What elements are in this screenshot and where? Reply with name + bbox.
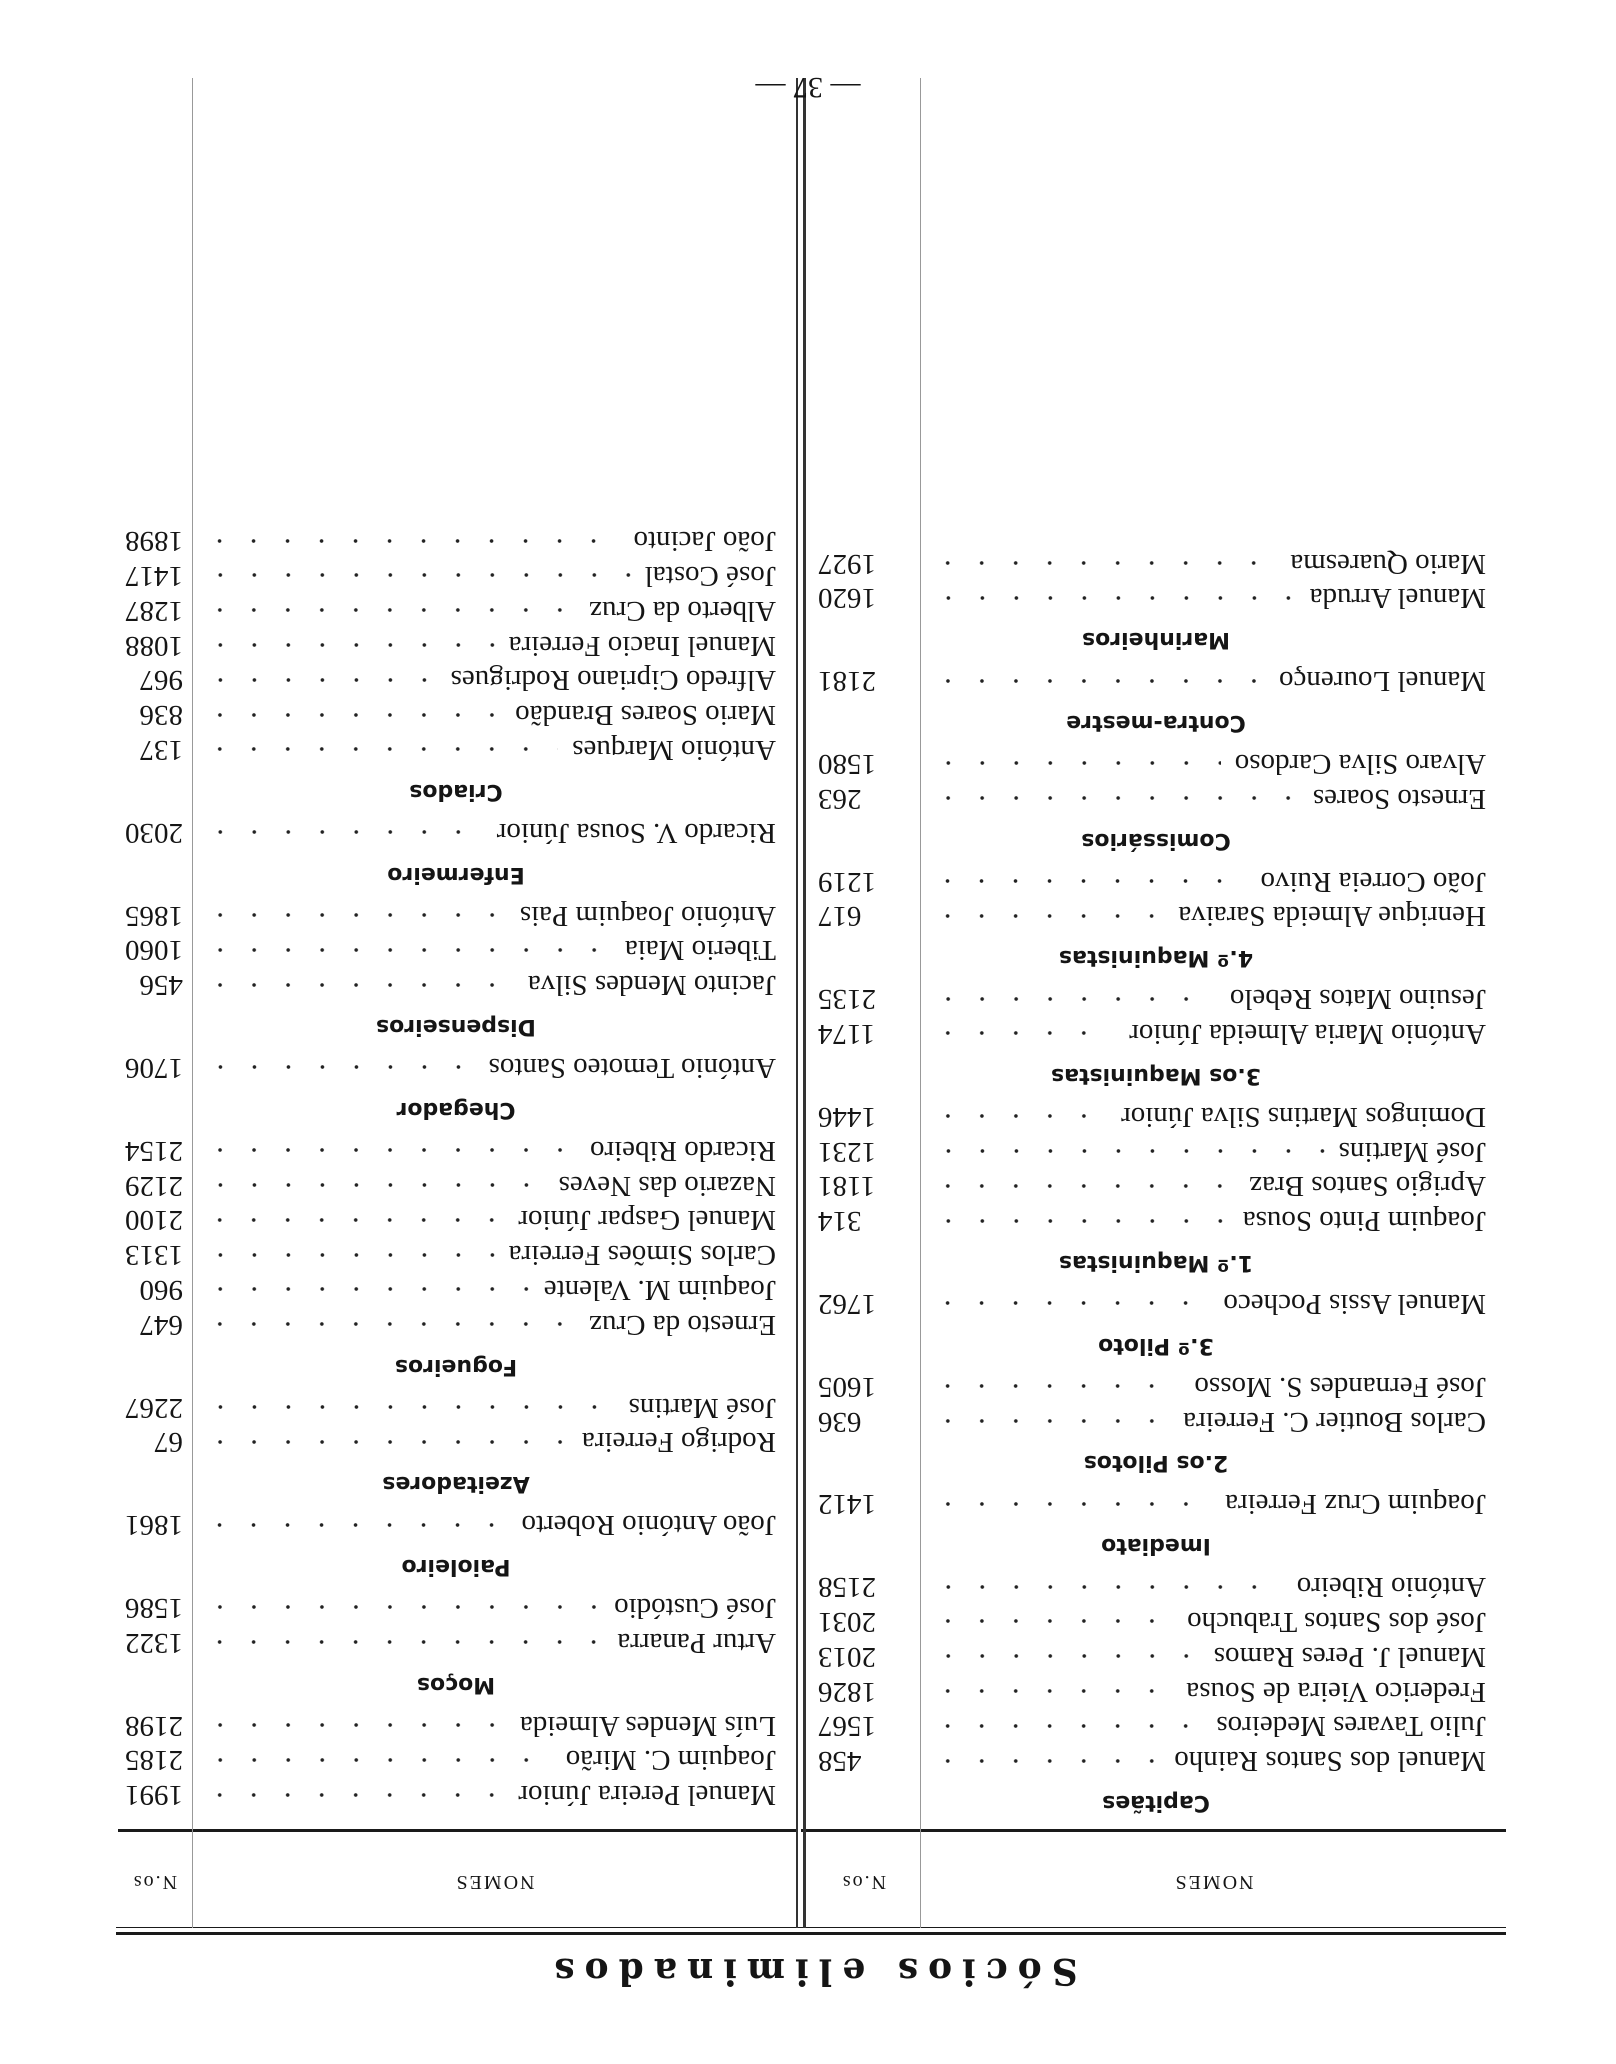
left-column-body — [806, 546, 1506, 1826]
dot-leader — [203, 1604, 600, 1610]
member-row — [116, 1202, 796, 1237]
member-row — [806, 1639, 1506, 1674]
member-number: 2100 — [125, 1204, 183, 1237]
section-spacer — [116, 1812, 796, 1826]
section-heading: Azeitadores — [382, 1471, 530, 1497]
member-number: 836 — [139, 699, 183, 732]
left-column — [806, 546, 1506, 1929]
member-name-cell — [921, 865, 1506, 898]
member-name-cell — [921, 747, 1506, 780]
member-row — [116, 1742, 796, 1777]
right-column — [116, 523, 796, 1929]
section-heading: Imediato — [1101, 1533, 1211, 1559]
dot-leader — [931, 560, 1276, 566]
member-number: 1861 — [125, 1509, 183, 1542]
member-number: 2129 — [125, 1169, 183, 1202]
member-name-cell — [921, 1287, 1506, 1320]
member-number: 2185 — [125, 1744, 183, 1777]
dot-leader — [931, 1418, 1169, 1424]
dot-leader — [931, 1113, 1107, 1119]
member-number: 1605 — [818, 1370, 876, 1403]
top-rule — [116, 1932, 1506, 1935]
member-row — [806, 981, 1506, 1016]
member-name: Ricardo V. Sousa Júnior — [496, 816, 776, 849]
member-name: José Martins — [628, 1391, 776, 1424]
dot-leader — [931, 1688, 1172, 1694]
member-name-cell — [193, 1425, 796, 1458]
section-heading: Enfermeiro — [387, 861, 525, 887]
member-name: José dos Santos Trabucho — [1187, 1605, 1486, 1638]
member-name: Carlos Simões Ferreira — [508, 1239, 776, 1272]
member-name: Manuel J. Peres Ramos — [1213, 1640, 1486, 1673]
dot-leader — [931, 878, 1246, 884]
member-row — [806, 1743, 1506, 1778]
member-row — [806, 1099, 1506, 1134]
member-row — [806, 1674, 1506, 1709]
member-row — [116, 1424, 796, 1459]
section-heading: 3.os Maquinistas — [1051, 1062, 1261, 1088]
dot-leader — [203, 912, 506, 918]
member-name-cell — [193, 1203, 796, 1236]
member-row — [116, 1625, 796, 1660]
section-heading: Criados — [409, 778, 503, 804]
member-name-cell — [193, 1134, 796, 1167]
member-number: 2198 — [125, 1709, 183, 1742]
member-number: 2158 — [818, 1571, 876, 1604]
member-name-cell — [193, 594, 796, 627]
member-name: José Custódio — [614, 1591, 776, 1624]
member-name-cell — [193, 1591, 796, 1624]
member-name: José Costal — [644, 559, 776, 592]
member-number: 1865 — [125, 899, 183, 932]
member-row — [806, 1286, 1506, 1321]
member-name: Henrique Almeida Saraiva — [1178, 900, 1486, 933]
member-number: 1826 — [818, 1675, 876, 1708]
column-divider-2 — [796, 78, 798, 1928]
dot-leader — [203, 677, 437, 683]
member-name: Nazario das Neves — [558, 1169, 776, 1202]
member-name-cell — [921, 664, 1506, 697]
names-header: NOMES — [1173, 1871, 1254, 1893]
member-name: Manuel Gaspar Júnior — [518, 1204, 776, 1237]
member-number: 647 — [139, 1308, 183, 1341]
section-heading: 2.os Pilotos — [1083, 1450, 1229, 1476]
dot-leader — [931, 913, 1164, 919]
page-title: Sócios eliminados — [544, 1950, 1078, 1992]
member-name-cell — [193, 1273, 796, 1306]
member-number: 67 — [154, 1426, 183, 1459]
dot-leader — [203, 572, 631, 578]
member-name-cell — [193, 663, 796, 696]
member-name-cell — [193, 1169, 796, 1202]
member-row — [806, 1708, 1506, 1743]
member-number: 458 — [818, 1745, 862, 1778]
dot-leader — [931, 1501, 1211, 1507]
member-name-cell — [193, 524, 796, 557]
dot-leader — [931, 1148, 1325, 1154]
member-number: 2154 — [125, 1134, 183, 1167]
member-row — [116, 523, 796, 558]
member-row — [116, 1507, 796, 1542]
member-name: Mario Soares Brandão — [515, 699, 776, 732]
member-number: 1060 — [125, 934, 183, 967]
member-name-cell — [193, 1709, 796, 1742]
member-number: 1088 — [125, 629, 183, 662]
member-number: 2013 — [818, 1640, 876, 1673]
member-name: Manuel Assis Pocheco — [1223, 1287, 1486, 1320]
dot-leader — [203, 1252, 495, 1258]
member-row — [116, 1307, 796, 1342]
names-header: NOMES — [454, 1871, 535, 1893]
numbers-header: N.os — [840, 1871, 887, 1893]
member-name: Ernesto Soares — [1312, 782, 1486, 815]
member-name: Joaquim C. Mirão — [565, 1744, 776, 1777]
member-number: 636 — [818, 1405, 862, 1438]
member-name: Artur Panarra — [617, 1626, 776, 1659]
dot-leader — [931, 1653, 1200, 1659]
member-name-cell — [921, 1487, 1506, 1520]
page-number: — 37 — — [755, 71, 861, 104]
dot-leader — [203, 538, 619, 544]
dot-leader — [931, 996, 1216, 1002]
member-number: 617 — [818, 900, 862, 933]
section-heading: Moços — [416, 1671, 496, 1697]
member-name: Rodrigo Ferreira — [581, 1426, 776, 1459]
dot-leader — [931, 1183, 1235, 1189]
left-column-header — [806, 1834, 1506, 1929]
member-name-cell — [193, 1743, 796, 1776]
member-number: 1322 — [125, 1626, 183, 1659]
dot-leader — [931, 1383, 1180, 1389]
member-row — [116, 558, 796, 593]
member-name: Mario Quaresma — [1290, 547, 1486, 580]
member-name: Julio Tavares Medeiros — [1216, 1710, 1486, 1743]
member-name: João António Roberto — [521, 1509, 776, 1542]
dot-leader — [203, 1722, 506, 1728]
member-name: Manuel Pereira Júnior — [518, 1779, 776, 1812]
member-row — [116, 967, 796, 1002]
dot-leader — [931, 760, 1221, 766]
member-row — [116, 1168, 796, 1203]
member-name: António Marques — [572, 733, 776, 766]
member-number: 1313 — [125, 1239, 183, 1272]
member-name: João Correia Ruivo — [1260, 865, 1486, 898]
member-name-cell — [921, 1570, 1506, 1603]
member-name: Jacinto Mendes Silva — [527, 969, 776, 1002]
member-row — [806, 1569, 1506, 1604]
member-name-cell — [921, 782, 1506, 815]
member-name: Domingos Martins Silva Júnior — [1121, 1100, 1486, 1133]
member-row — [806, 781, 1506, 816]
member-number: 1586 — [125, 1591, 183, 1624]
member-row — [116, 1390, 796, 1425]
member-name-cell — [193, 899, 796, 932]
member-name-cell — [921, 1640, 1506, 1673]
member-number: 2181 — [818, 665, 876, 698]
dot-leader — [203, 982, 514, 988]
member-number: 960 — [139, 1273, 183, 1306]
member-number: 1287 — [125, 594, 183, 627]
member-row — [806, 546, 1506, 581]
section-heading: 1.º Maquinistas — [1058, 1250, 1254, 1276]
member-name: Luís Mendes Almeida — [519, 1709, 776, 1742]
member-name-cell — [921, 1675, 1506, 1708]
member-row — [806, 1134, 1506, 1169]
member-name: Alfredo Cipriano Rodrigues — [450, 664, 776, 697]
member-name-cell — [193, 1626, 796, 1659]
member-number: 967 — [139, 664, 183, 697]
member-number: 456 — [139, 969, 183, 1002]
member-name-cell — [921, 1605, 1506, 1638]
section-heading: Dispenseiros — [376, 1014, 536, 1040]
dot-leader — [931, 595, 1296, 601]
member-name-cell — [921, 1204, 1506, 1237]
member-row — [116, 932, 796, 967]
member-name: António Ribeiro — [1296, 1571, 1486, 1604]
member-name: Joaquim Pinto Sousa — [1242, 1205, 1486, 1238]
dot-leader — [203, 1757, 552, 1763]
member-name: Tiberio Maia — [624, 934, 776, 967]
dot-leader — [203, 829, 483, 835]
dot-leader — [203, 1182, 545, 1188]
member-name: Joaquim M. Valente — [543, 1273, 776, 1306]
member-name: Jesuino Matos Rebelo — [1229, 983, 1486, 1016]
member-row — [116, 662, 796, 697]
member-number: 1898 — [125, 525, 183, 558]
dot-leader — [203, 1147, 576, 1153]
member-name: Carlos Boutier C. Ferreira — [1183, 1405, 1486, 1438]
member-name-cell — [193, 1391, 796, 1424]
member-row — [116, 1272, 796, 1307]
member-row — [806, 1604, 1506, 1639]
member-row — [806, 746, 1506, 781]
member-number: 314 — [818, 1205, 862, 1238]
member-name-cell — [193, 1051, 796, 1084]
member-name: José Martins — [1338, 1135, 1486, 1168]
member-number: 1927 — [818, 547, 876, 580]
section-heading: Comissários — [1081, 827, 1231, 853]
member-name-cell — [193, 1238, 796, 1271]
dot-leader — [931, 795, 1299, 801]
member-name-cell — [193, 698, 796, 731]
member-row — [806, 1404, 1506, 1439]
member-name: António Joaquim Pais — [519, 899, 776, 932]
member-row — [806, 1168, 1506, 1203]
member-row — [116, 1590, 796, 1625]
section-heading: 4.º Maquinistas — [1058, 945, 1254, 971]
member-name-cell — [921, 982, 1506, 1015]
member-name: Frederico Vieira de Sousa — [1186, 1675, 1486, 1708]
member-number: 263 — [818, 782, 862, 815]
member-name: Ernesto da Cruz — [589, 1308, 776, 1341]
dot-leader — [203, 947, 611, 953]
dot-leader — [203, 746, 558, 752]
member-name: João Jacinto — [633, 525, 776, 558]
member-number: 1580 — [818, 747, 876, 780]
member-name-cell — [921, 581, 1506, 614]
member-name-cell — [921, 1135, 1506, 1168]
member-name-cell — [921, 1370, 1506, 1403]
member-row — [116, 898, 796, 933]
member-row — [806, 898, 1506, 933]
member-number: 1706 — [125, 1051, 183, 1084]
member-name-cell — [193, 629, 796, 662]
member-name-cell — [193, 933, 796, 966]
member-number: 1219 — [818, 865, 876, 898]
member-name-cell — [921, 1744, 1506, 1777]
dot-leader — [931, 1030, 1115, 1036]
member-name-cell — [921, 547, 1506, 580]
section-heading: Fogueiros — [394, 1353, 518, 1379]
dot-leader — [203, 1286, 530, 1292]
member-row — [116, 1708, 796, 1743]
member-name: Alvaro Silva Cardoso — [1234, 747, 1486, 780]
section-heading: Paioleiro — [401, 1554, 511, 1580]
dot-leader — [931, 678, 1265, 684]
member-number: 1174 — [818, 1017, 875, 1050]
member-name-cell — [921, 1100, 1506, 1133]
member-name: Joaquim Cruz Ferreira — [1225, 1488, 1486, 1521]
member-row — [116, 697, 796, 732]
member-row — [116, 815, 796, 850]
member-name: António Maria Almeida Júnior — [1129, 1017, 1486, 1050]
member-name-cell — [921, 1169, 1506, 1202]
member-number: 1417 — [125, 559, 183, 592]
member-name-cell — [921, 1017, 1506, 1050]
member-row — [116, 1237, 796, 1272]
member-number: 1620 — [818, 582, 876, 615]
dot-leader — [203, 607, 575, 613]
member-number: 2031 — [818, 1605, 876, 1638]
section-heading: 3.º Piloto — [1098, 1332, 1214, 1358]
dot-leader — [931, 1218, 1229, 1224]
numbers-header: N.os — [131, 1871, 178, 1893]
member-row — [116, 1777, 796, 1812]
member-row — [116, 1050, 796, 1085]
dot-leader — [203, 712, 501, 718]
section-heading: Marinheiros — [1082, 627, 1230, 653]
dot-leader — [931, 1758, 1160, 1764]
dot-leader — [203, 1404, 615, 1410]
dot-leader — [203, 1321, 575, 1327]
member-row — [806, 663, 1506, 698]
member-name-cell — [921, 899, 1506, 932]
member-name-cell — [193, 733, 796, 766]
member-row — [806, 1203, 1506, 1238]
member-name: António Temoteo Santos — [488, 1051, 776, 1084]
dot-leader — [203, 642, 495, 648]
member-number: 137 — [139, 733, 183, 766]
member-row — [806, 580, 1506, 615]
member-name: José Fernandes S. Mosso — [1194, 1370, 1486, 1403]
member-row — [116, 1133, 796, 1168]
member-name-cell — [193, 1308, 796, 1341]
dot-leader — [203, 1522, 507, 1528]
member-name-cell — [921, 1405, 1506, 1438]
member-name-cell — [193, 968, 796, 1001]
member-name: Ricardo Ribeiro — [589, 1134, 776, 1167]
dot-leader — [203, 1639, 603, 1645]
dot-leader — [203, 1792, 504, 1798]
member-name: Manuel Inacio Ferreira — [508, 629, 776, 662]
member-number: 1446 — [818, 1100, 876, 1133]
member-name: Aprigio Santos Braz — [1249, 1170, 1486, 1203]
member-name-cell — [193, 559, 796, 592]
member-row — [806, 1486, 1506, 1521]
dot-leader — [203, 1217, 504, 1223]
member-number: 2267 — [125, 1391, 183, 1424]
dot-leader — [931, 1300, 1209, 1306]
member-name-cell — [921, 1709, 1506, 1742]
member-number: 1567 — [818, 1710, 876, 1743]
member-row — [806, 1369, 1506, 1404]
member-row — [806, 1016, 1506, 1051]
right-column-header — [116, 1834, 796, 1929]
dot-leader — [203, 1064, 475, 1070]
member-number: 1231 — [818, 1135, 876, 1168]
member-name-cell — [193, 1778, 796, 1811]
member-number: 2030 — [125, 816, 183, 849]
member-number: 1412 — [818, 1488, 876, 1521]
member-name: Manuel dos Santos Rainho — [1174, 1745, 1486, 1778]
member-name: Alberto da Cruz — [589, 594, 776, 627]
member-number: 1181 — [818, 1170, 875, 1203]
member-name: Manuel Arruda — [1309, 582, 1486, 615]
member-name-cell — [193, 816, 796, 849]
member-number: 1991 — [125, 1779, 183, 1812]
section-heading: Capitães — [1102, 1790, 1210, 1815]
dot-leader — [931, 1584, 1283, 1590]
member-name: Manuel Lourenço — [1279, 665, 1486, 698]
section-heading: Contra-mestre — [1066, 710, 1246, 736]
member-name-cell — [193, 1508, 796, 1541]
member-row — [116, 628, 796, 663]
member-row — [116, 593, 796, 628]
member-row — [806, 864, 1506, 899]
member-number: 2135 — [818, 983, 876, 1016]
section-heading: Chegador — [396, 1096, 516, 1122]
member-number: 1762 — [818, 1287, 876, 1320]
dot-leader — [203, 1439, 568, 1445]
dot-leader — [931, 1723, 1202, 1729]
member-row — [116, 732, 796, 767]
right-column-body — [116, 523, 796, 1826]
dot-leader — [931, 1618, 1173, 1624]
